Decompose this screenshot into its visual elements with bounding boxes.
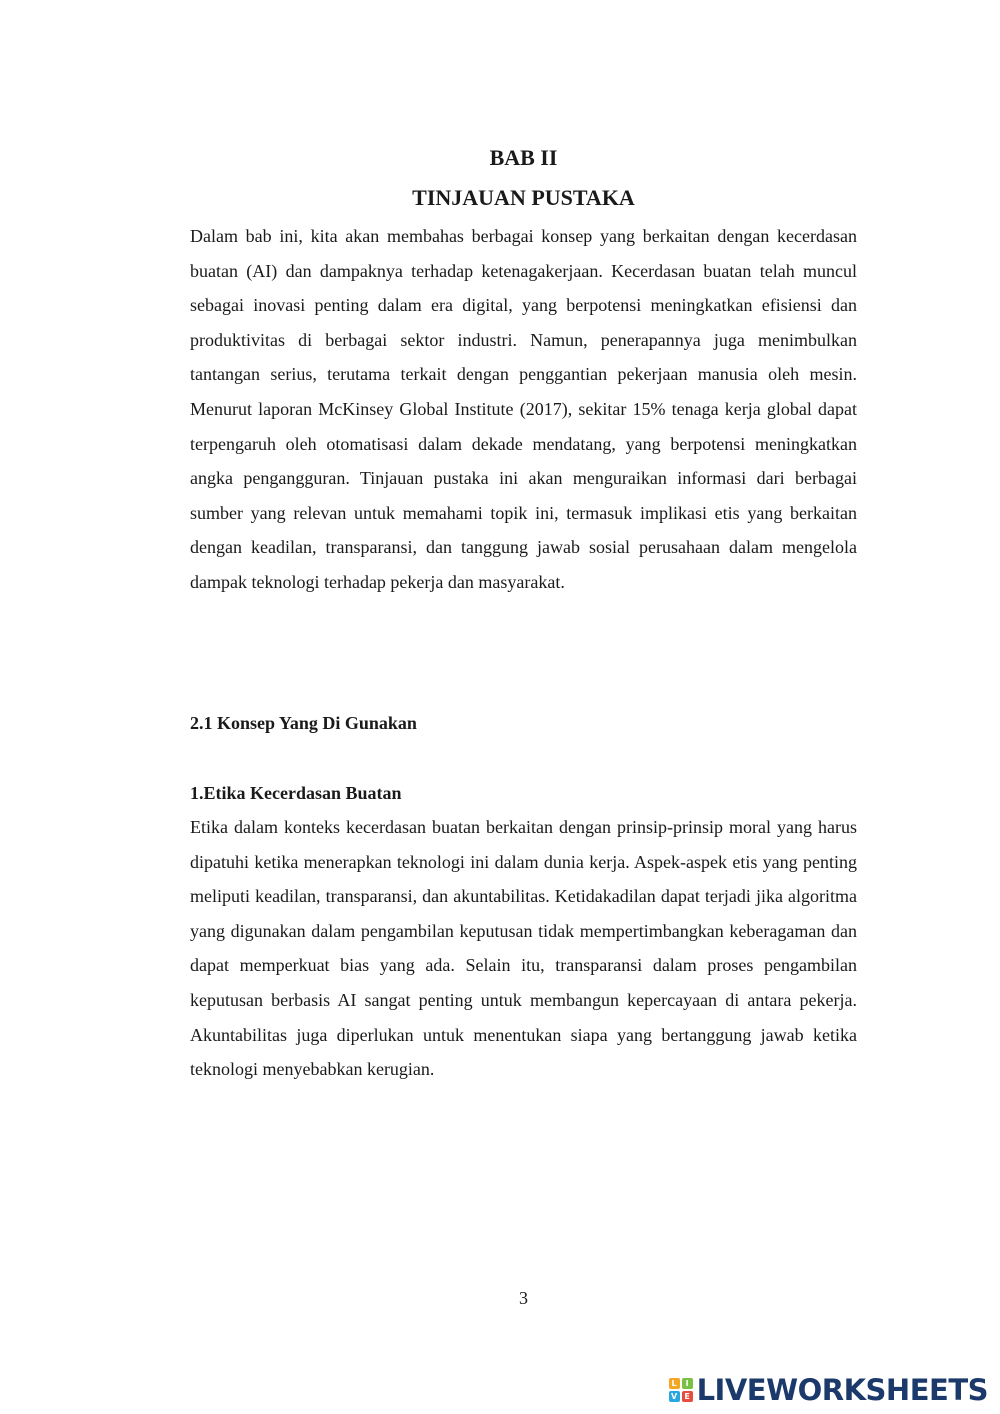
- section-heading: 2.1 Konsep Yang Di Gunakan: [190, 713, 417, 733]
- logo-cell: L: [669, 1378, 680, 1389]
- chapter-title: TINJAUAN PUSTAKA: [412, 185, 635, 210]
- chapter-number: BAB II: [489, 145, 558, 170]
- page-number: 3: [519, 1288, 528, 1308]
- intro-paragraph: Dalam bab ini, kita akan membahas berbagai konsep yang berkaitan dengan kecerdasan buatan (AI) dan dampaknya terhadap ketenagakerjaan. Kecerdasan buatan telah muncul sebagai inovasi penting dalam era digital, yang berpotensi meningkatkan efisiensi dan produktivitas di berbagai sektor industri. Namun, penerapannya juga menimbulkan tantangan serius, terutama terkait dengan penggantian pekerjaan manusia oleh mesin. Menurut laporan McKinsey Global Institute (2017), sekitar 15% tenaga kerja global dapat terpengaruh oleh otomatisasi dalam dekade mendatang, yang berpotensi meningkatkan angka pengangguran. Tinjauan pustaka ini akan menguraikan informasi dari berbagai sumber yang relevan untuk memahami topik ini, termasuk implikasi etis yang berkaitan dengan keadilan, transparansi, dan tanggung jawab sosial perusahaan dalam mengelola dampak teknologi terhadap pekerja dan masyarakat.: [190, 226, 857, 592]
- logo-cell: I: [682, 1378, 693, 1389]
- liveworksheets-logo-icon: [669, 1378, 693, 1402]
- subsection-heading: 1.Etika Kecerdasan Buatan: [190, 783, 402, 803]
- watermark-text: LIVEWORKSHEETS: [696, 1373, 988, 1407]
- logo-cell: V: [669, 1391, 680, 1402]
- ethics-paragraph: Etika dalam konteks kecerdasan buatan berkaitan dengan prinsip-prinsip moral yang harus dipatuhi ketika menerapkan teknologi ini dalam dunia kerja. Aspek-aspek etis yang penting meliputi keadilan, transparansi, dan akuntabilitas. Ketidakadilan dapat terjadi jika algoritma yang digunakan dalam pengambilan keputusan tidak mempertimbangkan keberagaman dan dapat memperkuat bias yang ada. Selain itu, transparansi dalam proses pengambilan keputusan berbasis AI sangat penting untuk membangun kepercayaan di antara pekerja. Akuntabilitas juga diperlukan untuk menentukan siapa yang bertanggung jawab ketika teknologi menyebabkan kerugian.: [190, 817, 857, 1080]
- logo-cell: E: [682, 1391, 693, 1402]
- liveworksheets-watermark: [669, 1372, 988, 1408]
